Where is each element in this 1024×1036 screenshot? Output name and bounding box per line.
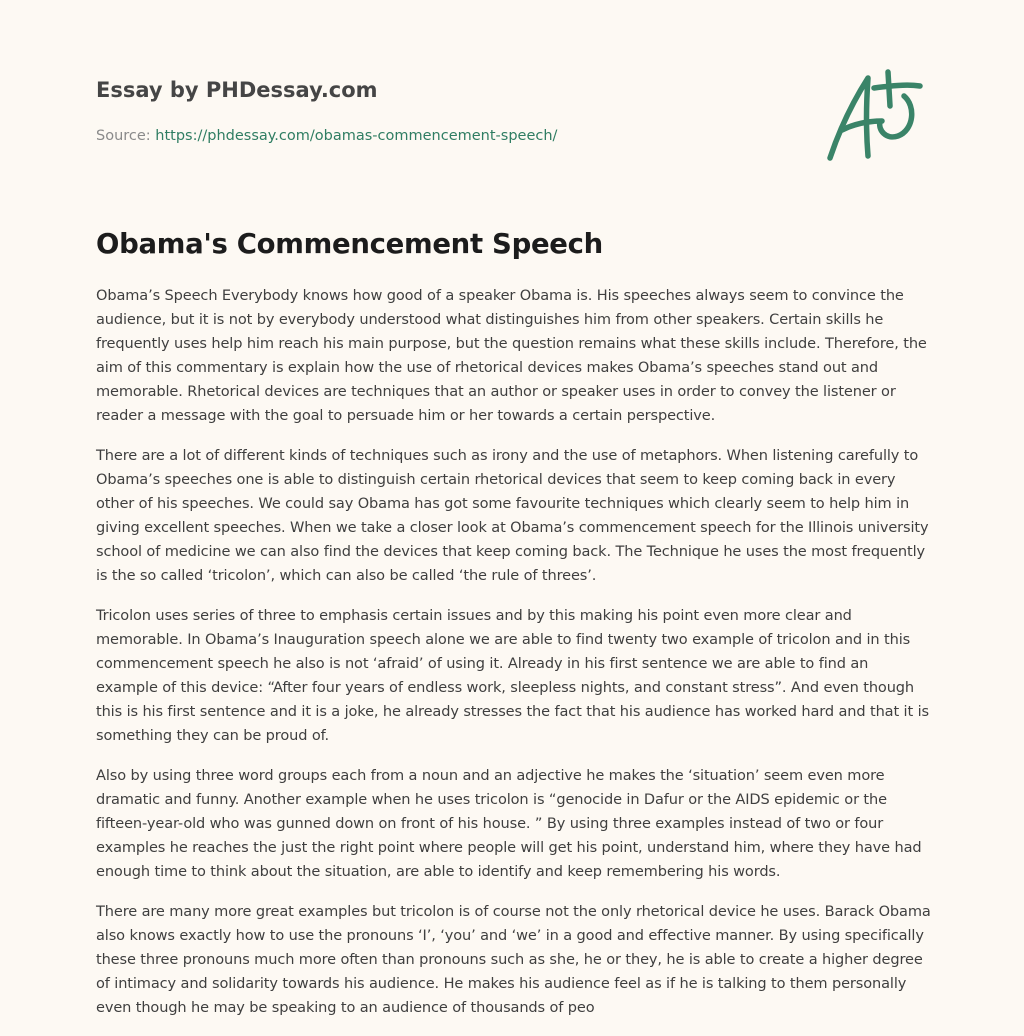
source-line (96, 126, 796, 146)
essay-body (96, 284, 931, 1036)
page-header (96, 76, 796, 146)
essay-title: Obama's Commencement Speech (96, 228, 603, 260)
essay-paragraph: There are many more great examples but tricolon is of course not the only rhetorical device he uses. Barack Obama also knows exactly how to use the pronouns ‘I’, ‘you’ and ‘we’ in a good and effective manner. By using specifically these three pronouns much more often than pronouns such as she, he or they, he is able to create a higher degree of intimacy and solidarity towards his audience. He makes his audience feel as if he is talking to them personally even though he may be speaking to an audience of thousands of peo (96, 903, 931, 1016)
essay-paragraph: Also by using three word groups each from a noun and an adjective he makes the ‘situation’ seem even more dramatic and funny. Another example when he uses tricolon is “genocide in Dafur or the AIDS epidemic or the fifteen-year-old who was gunned down on front of his house. ” By using three examples instead of two or four examples he reaches the just the right point where people will get his point, understand him, where they have had enough time to think about the situation, are able to identify and keep remembering his words. (96, 767, 922, 880)
source-label: Source: (96, 128, 151, 144)
site-brand: Essay by PHDessay.com (96, 78, 378, 102)
a-plus-grade-logo (818, 66, 928, 166)
source-link[interactable]: https://phdessay.com/obamas-commencement-speech/ (155, 128, 558, 144)
essay-paragraph: There are a lot of different kinds of techniques such as irony and the use of metaphors. When listening carefully to Obama’s speeches one is able to distinguish certain rhetorical devices that seem to keep coming back in every other of his speeches. We could say Obama has got some favourite techniques which clearly seem to help him in giving excellent speeches. When we take a closer look at Obama’s commencement speech for the Illinois university school of medicine we can also find the devices that keep coming back. The Technique he uses the most frequently is the so called ‘tricolon’, which can also be called ‘the rule of threes’. (96, 447, 929, 584)
essay-paragraph: Obama’s Speech Everybody knows how good of a speaker Obama is. His speeches always seem to convince the audience, but it is not by everybody understood what distinguishes him from other speakers. Certain skills he frequently uses help him reach his main purpose, but the question remains what these skills include. Therefore, the aim of this commentary is explain how the use of rhetorical devices makes Obama’s speeches stand out and memorable. Rhetorical devices are techniques that an author or speaker uses in order to convey the listener or reader a message with the goal to persuade him or her towards a certain perspective. (96, 287, 927, 424)
a-plus-icon (818, 66, 928, 166)
essay-paragraph: Tricolon uses series of three to emphasis certain issues and by this making his point even more clear and memorable. In Obama’s Inauguration speech alone we are able to find twenty two example of tricolon and in this commencement speech he also is not ‘afraid’ of using it. Already in his first sentence we are able to find an example of this device: “After four years of endless work, sleepless nights, and constant stress”. And even though this is his first sentence and it is a joke, he already stresses the fact that his audience has worked hard and that it is something they can be proud of. (96, 607, 929, 744)
